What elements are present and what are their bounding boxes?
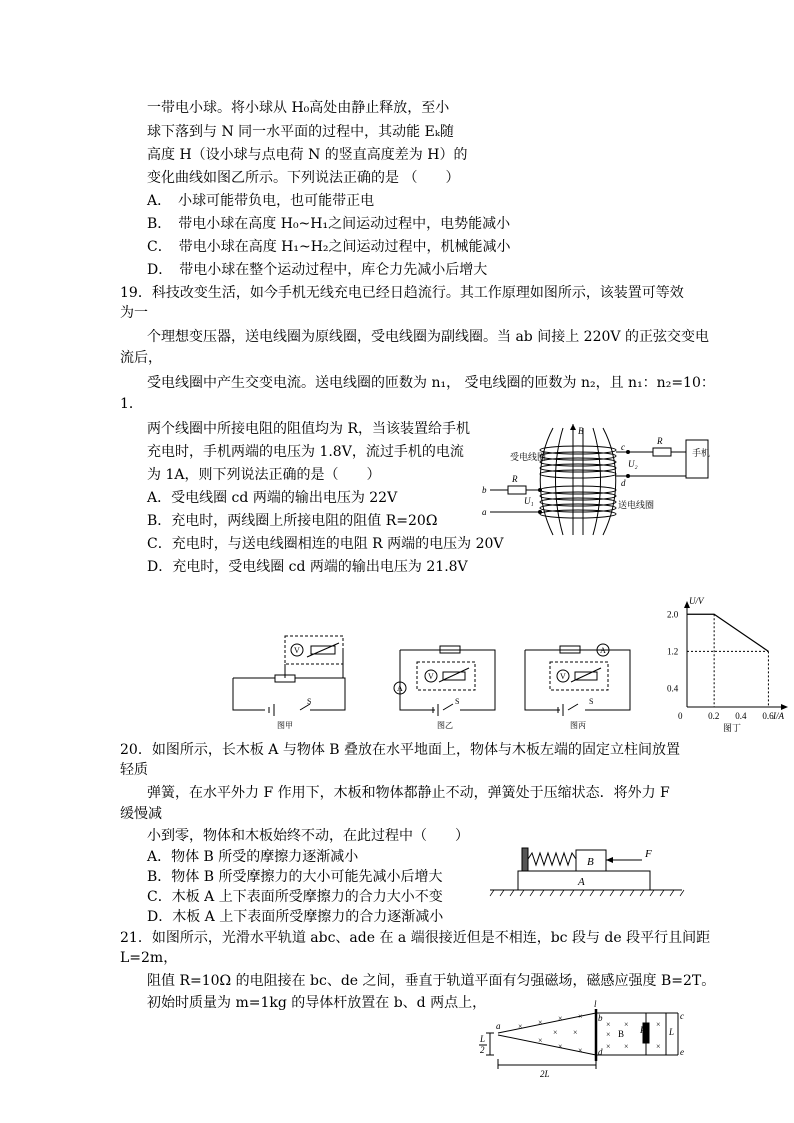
receive-coil-label: 受电线圈 xyxy=(510,452,547,462)
q18-line-3: 高度 H（设小球与点电荷 N 的竖直高度差为 H）的 xyxy=(147,147,468,163)
q19-line-7: 两个线圈中所接电阻的阻值均为 R，当该装置给手机 xyxy=(147,421,470,437)
field-cross-mark: × xyxy=(656,1020,661,1029)
q19-option-a: A．受电线圈 cd 两端的输出电压为 22V xyxy=(147,490,398,506)
graph-line xyxy=(687,614,768,651)
q19-line-3: 个理想变压器，送电线圈为原线圈，受电线圈为副线圈。当 ab 间接上 220V 的正弦交变电 xyxy=(147,329,709,345)
q19-line-8: 充电时，手机两端的电压为 1.8V，流过手机的电流 xyxy=(147,444,464,460)
terminal-c: c xyxy=(621,442,625,452)
terminal-d: d xyxy=(621,478,626,488)
q20-line-1: 20．如图所示，长木板 A 与物体 B 叠放在水平地面上，物体与木板左端的固定立柱间放置 xyxy=(120,742,681,758)
field-cross-mark: × xyxy=(578,1012,583,1021)
field-cross-mark: × xyxy=(624,1020,629,1029)
q19-line-5: 受电线圈中产生交变电流。送电线圈的匝数为 n₁， 受电线圈的匝数为 n₂，且 n₁：n₂=10： xyxy=(147,375,715,391)
q20-line-2: 轻质 xyxy=(120,762,148,778)
resistor-r-label-out: R xyxy=(657,436,663,446)
field-cross-mark: × xyxy=(624,1042,629,1051)
half-l-numerator: L xyxy=(480,1034,486,1044)
caption-yi: 图乙 xyxy=(437,721,453,730)
send-coil-label: 送电线圈 xyxy=(618,500,655,510)
q19-line-2: 为一 xyxy=(120,305,148,321)
field-b-label: B xyxy=(618,1029,625,1039)
q20-line-4: 缓慢减 xyxy=(120,806,162,822)
voltmeter-jia-label: V xyxy=(294,646,300,655)
field-cross-mark: × xyxy=(538,1018,543,1027)
q18-line-1: 一带电小球。将小球从 H₀高处由静止释放，至小 xyxy=(147,100,450,116)
resistor-r-label-in: R xyxy=(512,474,518,484)
ammeter-bing-label: A xyxy=(600,646,606,655)
q21-line-3: 阻值 R=10Ω 的电阻接在 bc、de 之间，垂直于轨道平面有匀强磁场，磁感应强度 B=2T。 xyxy=(147,973,716,989)
field-cross-mark: × xyxy=(573,1028,578,1037)
field-cross-mark: × xyxy=(518,1022,523,1031)
circuit-diagrams xyxy=(225,630,645,730)
q18-line-4: 变化曲线如图乙所示。下列说法正确的是 （ ） xyxy=(147,170,460,186)
field-cross-mark: × xyxy=(558,1014,563,1023)
switch-yi-label: S xyxy=(455,697,460,706)
wireless-charger-figure xyxy=(478,420,718,540)
q18-line-2: 球下落到与 N 同一水平面的过程中，其动能 Eₖ随 xyxy=(147,124,454,140)
field-cross-mark: × xyxy=(606,1030,611,1039)
graph-ytick: 1.2 xyxy=(667,646,679,657)
q20-option-c: C．木板 A 上下表面所受摩擦力的合力大小不变 xyxy=(147,889,443,905)
q19-line-1: 19．科技改变生活，如今手机无线充电已经日趋流行。其工作原理如图所示，该装置可等效 xyxy=(120,285,684,301)
half-l-denominator: 2 xyxy=(480,1045,485,1055)
q21-line-1: 21．如图所示，光滑水平轨道 abc、ade 在 a 端很接近但是不相连，bc 段与 de 段平行且间距 xyxy=(120,930,711,946)
q19-option-c: C．充电时，与送电线圈相连的电阻 R 两端的电压为 20V xyxy=(147,536,504,552)
u-i-graph xyxy=(665,595,794,735)
graph-ylabel: U/V xyxy=(689,596,704,606)
caption-bing: 图丙 xyxy=(570,721,586,730)
graph-xtick: 0.4 xyxy=(735,711,747,721)
point-d: d xyxy=(598,1047,603,1057)
graph-origin: 0 xyxy=(678,711,683,721)
switch-bing-label: S xyxy=(589,697,594,706)
field-cross-mark: × xyxy=(656,1042,661,1051)
two-l-label: 2L xyxy=(540,1069,550,1079)
point-a: a xyxy=(496,1021,501,1031)
q18-option-d: D． 带电小球在整个运动过程中，库仑力先减小后增大 xyxy=(147,262,488,278)
q19-line-4: 流后， xyxy=(120,350,162,366)
graph-ytick: 0.4 xyxy=(667,683,679,694)
q18-option-a: A． 小球可能带负电，也可能带正电 xyxy=(147,193,375,209)
q20-option-b: B．物体 B 所受摩擦力的大小可能先减小后增大 xyxy=(147,869,443,885)
field-cross-mark: × xyxy=(606,1020,611,1029)
ammeter-yi-label: A xyxy=(397,684,403,693)
point-c: c xyxy=(680,1011,684,1021)
q19-option-d: D．充电时，受电线圈 cd 两端的输出电压为 21.8V xyxy=(147,559,468,575)
field-cross-mark: × xyxy=(553,1028,558,1037)
u2-label: U₂ xyxy=(628,459,638,469)
graph-xtick: 0.6 xyxy=(762,711,774,721)
graph-xtick: 0.2 xyxy=(708,711,720,721)
caption-jia: 图甲 xyxy=(277,721,293,730)
terminal-a: a xyxy=(482,507,487,517)
board-a-label: A xyxy=(578,876,585,888)
q18-option-b: B． 带电小球在高度 H₀~H₁之间运动过程中，电势能减小 xyxy=(147,216,511,232)
block-b-label: B xyxy=(587,856,594,868)
q20-option-a: A．物体 B 所受的摩擦力逐渐减小 xyxy=(147,849,359,865)
q19-line-6: 1． xyxy=(120,396,143,412)
q21-line-2: L=2m， xyxy=(120,950,178,966)
graph-xlabel: I/A xyxy=(773,711,784,721)
force-f-label: F xyxy=(645,848,652,860)
terminal-b: b xyxy=(482,485,487,495)
q19-option-b: B．充电时，两线圈上所接电阻的阻值 R=20Ω xyxy=(147,513,438,529)
rail-figure xyxy=(478,999,688,1083)
rod-label: l xyxy=(594,999,597,1009)
field-cross-mark: × xyxy=(578,1046,583,1055)
voltmeter-yi-label: V xyxy=(428,672,434,681)
b-field-label: B xyxy=(578,426,584,436)
q20-line-5: 小到零，物体和木板始终不动，在此过程中（ ） xyxy=(147,828,469,844)
field-cross-mark: × xyxy=(538,1036,543,1045)
resistor-r-label: R xyxy=(640,1025,646,1035)
phone-label: 手机 xyxy=(692,448,711,458)
field-cross-mark: × xyxy=(606,1042,611,1051)
point-e: e xyxy=(680,1047,684,1057)
q19-line-9: 为 1A，则下列说法正确的是（ ） xyxy=(147,467,381,483)
u1-label: U₁ xyxy=(524,496,534,506)
point-b: b xyxy=(598,1013,603,1023)
graph-ytick: 2.0 xyxy=(667,609,679,620)
switch-jia-label: S xyxy=(307,697,312,706)
q21-line-4: 初始时质量为 m=1kg 的导体杆放置在 b、d 两点上， xyxy=(147,995,487,1011)
graph-caption: 图丁 xyxy=(723,723,742,733)
voltmeter-bing-label: V xyxy=(560,672,566,681)
q20-option-d: D．木板 A 上下表面所受摩擦力的合力逐渐减小 xyxy=(147,909,444,925)
field-cross-mark: × xyxy=(558,1042,563,1051)
q20-line-3: 弹簧，在水平外力 F 作用下，木板和物体都静止不动，弹簧处于压缩状态．将外力 F xyxy=(147,785,670,801)
distance-l-label: L xyxy=(669,1027,675,1037)
q18-option-c: C． 带电小球在高度 H₁~H₂之间运动过程中，机械能减小 xyxy=(147,239,511,255)
spring-block-figure xyxy=(490,840,690,900)
